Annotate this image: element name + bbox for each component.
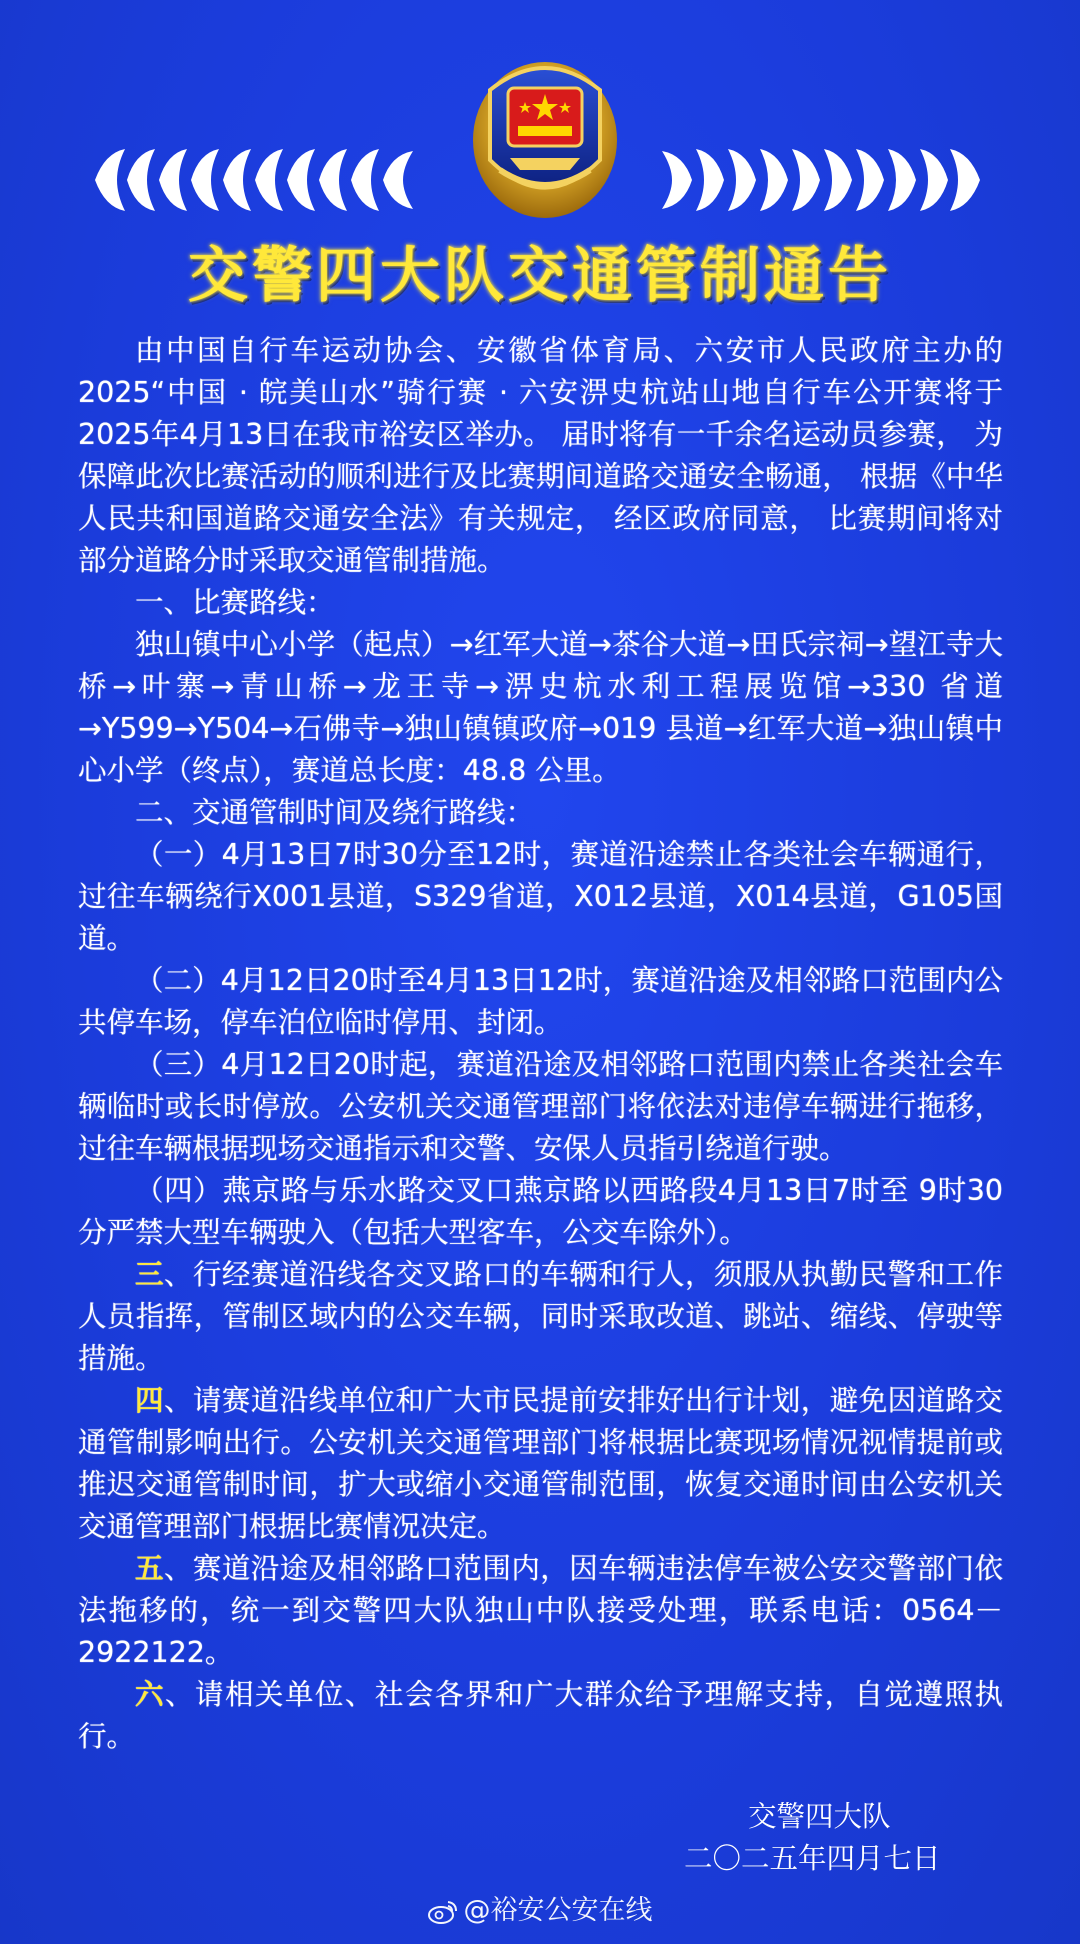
signature-org: 交警四大队: [748, 1800, 891, 1833]
weibo-watermark: [0, 1888, 1080, 1927]
control-item-3: （三）4月12日20时起，赛道沿途及相邻路口范围内禁止各类社会车辆临时或长时停放。公安机关交通管理部门将依法对违停车辆进行拖移，过往车辆根据现场交通指示和交警、安保人员指引绕道行驶。: [78, 1048, 1003, 1165]
control-item-2: （二）4月12日20时至4月13日12时，赛道沿途及相邻路口范围内公共停车场，停车泊位临时停用、封闭。: [78, 964, 1003, 1039]
watermark-text: @裕安公安在线: [463, 1895, 653, 1926]
notice-title: 交警四大队交通管制通告: [188, 241, 892, 311]
section5-paragraph: [78, 1548, 1003, 1674]
section6-label: 六: [135, 1678, 165, 1711]
section1-heading: 一、比赛路线：: [135, 586, 335, 619]
section5-text: 、赛道沿途及相邻路口范围内，因车辆违法停车被公安交警部门依法拖移的，统一到交警四大队独山中队接受处理，联系电话：0564－2922122。: [78, 1552, 1003, 1669]
intro-paragraph: 由中国自行车运动协会、安徽省体育局、六安市人民政府主办的2025“中国 · 皖美山水”骑行赛 · 六安淠史杭站山地自行车公开赛将于2025年4月13日在我市裕安区举办。 届时将有一千余名运动员参赛， 为保障此次比赛活动的顺利进行及比赛期间道路交通安全畅通， 根据《中华人民共和国道路交通安全法》有关规定， 经区政府同意， 比赛期间将对部分道路分时采取交通管制措施。: [78, 334, 1003, 577]
section3-text: 、行经赛道沿线各交叉路口的车辆和行人，须服从执勤民警和工作人员指挥，管制区域内的公交车辆，同时采取改道、跳站、缩线、停驶等措施。: [78, 1258, 1003, 1375]
control-item-1: （一）4月13日7时30分至12时，赛道沿途禁止各类社会车辆通行，过往车辆绕行X001县道，S329省道，X012县道，X014县道，G105国道。: [78, 838, 1003, 955]
section4-paragraph: [78, 1380, 1003, 1548]
notice-body: [78, 330, 1003, 1758]
control-item-4: （四）燕京路与乐水路交叉口燕京路以西路段4月13日7时至 9时30分严禁大型车辆驶入（包括大型客车，公交车除外）。: [78, 1174, 1003, 1249]
section2-heading: 二、交通管制时间及绕行路线：: [135, 796, 535, 829]
section4-text: 、请赛道沿线单位和广大市民提前安排好出行计划，避免因道路交通管制影响出行。公安机关交通管理部门将根据比赛现场情况视情提前或推迟交通管制时间，扩大或缩小交通管制范围，恢复交通时间由公安机关交通管理部门根据比赛情况决定。: [78, 1384, 1003, 1543]
section6-paragraph: [78, 1674, 1003, 1758]
police-emblem-icon: [470, 50, 620, 220]
section3-paragraph: [78, 1254, 1003, 1380]
weibo-icon: [428, 1899, 458, 1925]
section6-text: 、请相关单位、社会各界和广大群众给予理解支持，自觉遵照执行。: [78, 1678, 1003, 1753]
route-paragraph: 独山镇中心小学（起点）→红军大道→茶谷大道→田氏宗祠→望江寺大桥→叶寨→青山桥→龙王寺→淠史杭水利工程展览馆→330 省道→Y599→Y504→石佛寺→独山镇镇政府→019 县道→红军大道→独山镇中心小学（终点），赛道总长度：48.8 公里。: [78, 628, 1003, 787]
section4-label: 四: [135, 1384, 164, 1417]
left-wing-icon: [95, 145, 415, 215]
right-wing-icon: [660, 145, 980, 215]
header-emblem-area: [0, 40, 1080, 210]
section3-label: 三: [135, 1258, 164, 1291]
section5-label: 五: [135, 1552, 164, 1585]
signature-date: 二〇二五年四月七日: [684, 1842, 941, 1875]
